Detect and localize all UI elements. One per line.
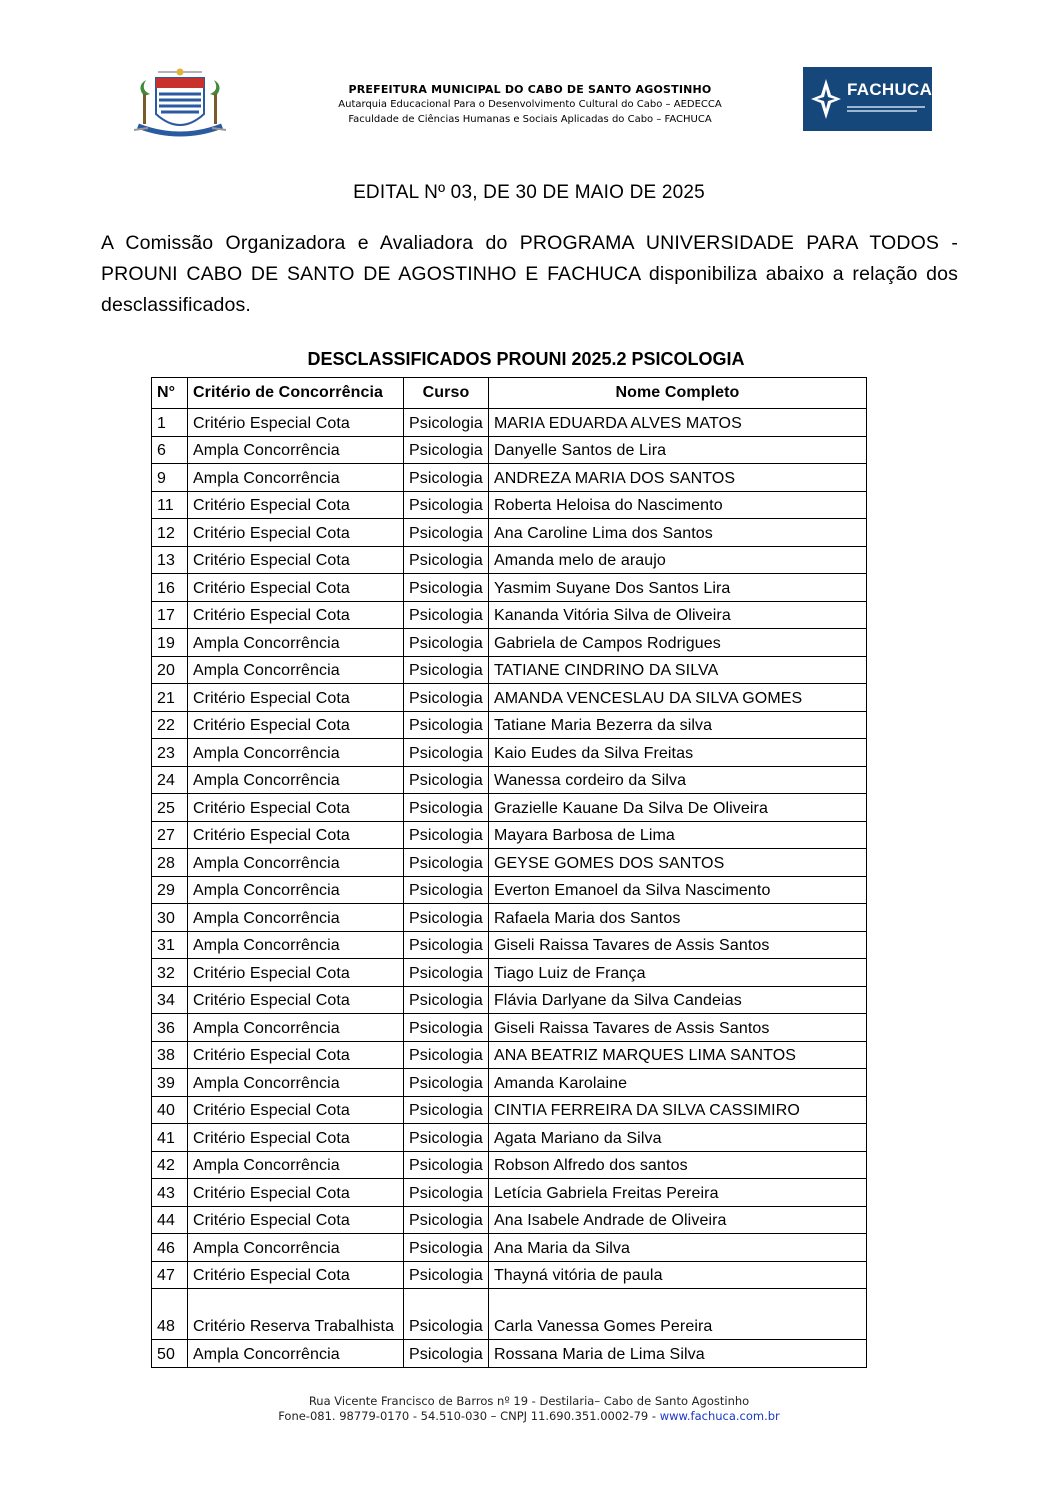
table-row <box>152 546 867 574</box>
row-course: Psicologia <box>404 601 489 629</box>
header-subtitle-fachuca: Faculdade de Ciências Humanas e Sociais Aplicadas do Cabo – FACHUCA <box>348 114 712 125</box>
row-course: Psicologia <box>404 1289 489 1340</box>
row-number: 27 <box>152 821 188 849</box>
row-criterion: Critério Especial Cota <box>188 684 404 712</box>
row-criterion: Ampla Concorrência <box>188 1151 404 1179</box>
row-course: Psicologia <box>404 711 489 739</box>
row-course: Psicologia <box>404 959 489 987</box>
row-criterion: Critério Especial Cota <box>188 491 404 519</box>
table-row <box>152 821 867 849</box>
row-number: 11 <box>152 491 188 519</box>
row-number: 25 <box>152 794 188 822</box>
fachuca-logo-name: FACHUCA <box>847 80 933 99</box>
table-row <box>152 876 867 904</box>
row-number: 38 <box>152 1041 188 1069</box>
row-criterion: Ampla Concorrência <box>188 436 404 464</box>
row-criterion: Critério Especial Cota <box>188 986 404 1014</box>
row-criterion: Critério Especial Cota <box>188 546 404 574</box>
row-full-name: Yasmim Suyane Dos Santos Lira <box>488 574 866 602</box>
row-full-name: Amanda Karolaine <box>488 1069 866 1097</box>
table-row <box>152 1234 867 1262</box>
row-criterion: Ampla Concorrência <box>188 931 404 959</box>
row-number: 48 <box>152 1289 188 1340</box>
row-criterion: Critério Especial Cota <box>188 601 404 629</box>
row-number: 23 <box>152 739 188 767</box>
row-full-name: Mayara Barbosa de Lima <box>488 821 866 849</box>
table-row <box>152 931 867 959</box>
row-criterion: Ampla Concorrência <box>188 849 404 877</box>
website-link[interactable]: www.fachuca.com.br <box>659 1409 780 1423</box>
row-course: Psicologia <box>404 546 489 574</box>
row-full-name: Kaio Eudes da Silva Freitas <box>488 739 866 767</box>
disqualified-table <box>151 377 867 1368</box>
row-criterion: Critério Especial Cota <box>188 794 404 822</box>
row-number: 1 <box>152 409 188 437</box>
fachuca-logo-tagline <box>847 104 927 114</box>
table-row <box>152 1069 867 1097</box>
row-number: 34 <box>152 986 188 1014</box>
row-course: Psicologia <box>404 1151 489 1179</box>
row-number: 16 <box>152 574 188 602</box>
row-course: Psicologia <box>404 409 489 437</box>
page-footer <box>0 1394 1058 1424</box>
row-full-name: Roberta Heloisa do Nascimento <box>488 491 866 519</box>
row-full-name: GEYSE GOMES DOS SANTOS <box>488 849 866 877</box>
row-number: 19 <box>152 629 188 657</box>
row-criterion: Ampla Concorrência <box>188 629 404 657</box>
row-number: 47 <box>152 1261 188 1289</box>
row-number: 32 <box>152 959 188 987</box>
row-course: Psicologia <box>404 1096 489 1124</box>
header-subtitle-aedecca: Autarquia Educacional Para o Desenvolvimento Cultural do Cabo – AEDECCA <box>338 99 722 110</box>
row-course: Psicologia <box>404 1206 489 1234</box>
row-full-name: Danyelle Santos de Lira <box>488 436 866 464</box>
row-full-name: Tiago Luiz de França <box>488 959 866 987</box>
table-row <box>152 601 867 629</box>
row-full-name: Giseli Raissa Tavares de Assis Santos <box>488 931 866 959</box>
row-criterion: Critério Especial Cota <box>188 711 404 739</box>
row-course: Psicologia <box>404 876 489 904</box>
row-full-name: CINTIA FERREIRA DA SILVA CASSIMIRO <box>488 1096 866 1124</box>
table-row <box>152 1289 867 1340</box>
table-row <box>152 684 867 712</box>
row-course: Psicologia <box>404 1340 489 1368</box>
row-full-name: Tatiane Maria Bezerra da silva <box>488 711 866 739</box>
row-criterion: Critério Especial Cota <box>188 1124 404 1152</box>
row-number: 36 <box>152 1014 188 1042</box>
row-criterion: Ampla Concorrência <box>188 1069 404 1097</box>
municipal-crest-logo <box>128 66 232 140</box>
row-course: Psicologia <box>404 436 489 464</box>
row-number: 20 <box>152 656 188 684</box>
row-number: 6 <box>152 436 188 464</box>
row-criterion: Ampla Concorrência <box>188 1340 404 1368</box>
table-row <box>152 491 867 519</box>
table-row <box>152 849 867 877</box>
table-row <box>152 1261 867 1289</box>
star-emblem-icon <box>809 77 843 121</box>
table-row <box>152 1340 867 1368</box>
row-criterion: Ampla Concorrência <box>188 1234 404 1262</box>
row-criterion: Critério Especial Cota <box>188 574 404 602</box>
table-row <box>152 409 867 437</box>
row-course: Psicologia <box>404 766 489 794</box>
row-full-name: Rossana Maria de Lima Silva <box>488 1340 866 1368</box>
footer-contact <box>0 1409 1058 1424</box>
table-title: DESCLASSIFICADOS PROUNI 2025.2 PSICOLOGIA <box>307 349 745 369</box>
row-full-name: Ana Maria da Silva <box>488 1234 866 1262</box>
row-full-name: Gabriela de Campos Rodrigues <box>488 629 866 657</box>
row-criterion: Critério Especial Cota <box>188 519 404 547</box>
row-criterion: Ampla Concorrência <box>188 876 404 904</box>
row-criterion: Critério Especial Cota <box>188 959 404 987</box>
table-row <box>152 904 867 932</box>
row-full-name: Rafaela Maria dos Santos <box>488 904 866 932</box>
row-course: Psicologia <box>404 821 489 849</box>
row-full-name: Letícia Gabriela Freitas Pereira <box>488 1179 866 1207</box>
footer-address: Rua Vicente Francisco de Barros nº 19 - Destilaria– Cabo de Santo Agostinho <box>308 1394 750 1408</box>
row-number: 41 <box>152 1124 188 1152</box>
intro-paragraph: A Comissão Organizadora e Avaliadora do PROGRAMA UNIVERSIDADE PARA TODOS - PROUNI CABO DE SANTO DE AGOSTINHO E FACHUCA disponibiliza abaixo a relação dos desclassificados. <box>101 232 958 316</box>
row-criterion: Critério Especial Cota <box>188 409 404 437</box>
row-course: Psicologia <box>404 656 489 684</box>
row-course: Psicologia <box>404 519 489 547</box>
row-criterion: Ampla Concorrência <box>188 1014 404 1042</box>
row-full-name: Grazielle Kauane Da Silva De Oliveira <box>488 794 866 822</box>
row-course: Psicologia <box>404 849 489 877</box>
row-criterion: Ampla Concorrência <box>188 739 404 767</box>
row-full-name: Ana Isabele Andrade de Oliveira <box>488 1206 866 1234</box>
row-number: 9 <box>152 464 188 492</box>
row-number: 30 <box>152 904 188 932</box>
row-criterion: Critério Especial Cota <box>188 1261 404 1289</box>
row-criterion: Ampla Concorrência <box>188 656 404 684</box>
row-criterion: Ampla Concorrência <box>188 904 404 932</box>
column-header-full-name: Nome Completo <box>488 378 866 409</box>
row-course: Psicologia <box>404 739 489 767</box>
row-full-name: Wanessa cordeiro da Silva <box>488 766 866 794</box>
row-course: Psicologia <box>404 1234 489 1262</box>
row-full-name: Amanda melo de araujo <box>488 546 866 574</box>
row-course: Psicologia <box>404 684 489 712</box>
row-full-name: Agata Mariano da Silva <box>488 1124 866 1152</box>
row-full-name: Carla Vanessa Gomes Pereira <box>488 1289 866 1340</box>
table-row <box>152 1179 867 1207</box>
row-criterion: Critério Especial Cota <box>188 1206 404 1234</box>
row-criterion: Ampla Concorrência <box>188 766 404 794</box>
row-full-name: ANDREZA MARIA DOS SANTOS <box>488 464 866 492</box>
row-number: 28 <box>152 849 188 877</box>
row-number: 44 <box>152 1206 188 1234</box>
row-number: 50 <box>152 1340 188 1368</box>
row-criterion: Ampla Concorrência <box>188 464 404 492</box>
row-full-name: Ana Caroline Lima dos Santos <box>488 519 866 547</box>
row-number: 31 <box>152 931 188 959</box>
header-title: PREFEITURA MUNICIPAL DO CABO DE SANTO AGOSTINHO <box>348 83 712 96</box>
table-header-row <box>152 378 867 409</box>
row-course: Psicologia <box>404 1041 489 1069</box>
row-criterion: Critério Reserva Trabalhista <box>188 1289 404 1340</box>
row-full-name: Thayná vitória de paula <box>488 1261 866 1289</box>
table-row <box>152 464 867 492</box>
row-number: 13 <box>152 546 188 574</box>
row-course: Psicologia <box>404 1014 489 1042</box>
row-course: Psicologia <box>404 794 489 822</box>
table-row <box>152 629 867 657</box>
table-row <box>152 986 867 1014</box>
fachuca-logo <box>803 67 932 131</box>
row-criterion: Critério Especial Cota <box>188 821 404 849</box>
table-row <box>152 519 867 547</box>
row-full-name: MARIA EDUARDA ALVES MATOS <box>488 409 866 437</box>
row-full-name: TATIANE CINDRINO DA SILVA <box>488 656 866 684</box>
row-full-name: Giseli Raissa Tavares de Assis Santos <box>488 1014 866 1042</box>
table-row <box>152 711 867 739</box>
row-course: Psicologia <box>404 1124 489 1152</box>
row-course: Psicologia <box>404 1179 489 1207</box>
table-row <box>152 739 867 767</box>
institution-header <box>250 82 810 127</box>
table-row <box>152 436 867 464</box>
row-criterion: Critério Especial Cota <box>188 1041 404 1069</box>
row-course: Psicologia <box>404 629 489 657</box>
table-row <box>152 959 867 987</box>
row-full-name: Everton Emanoel da Silva Nascimento <box>488 876 866 904</box>
row-number: 12 <box>152 519 188 547</box>
edital-heading: EDITAL Nº 03, DE 30 DE MAIO DE 2025 <box>353 182 705 203</box>
table-row <box>152 1206 867 1234</box>
row-number: 21 <box>152 684 188 712</box>
row-criterion: Critério Especial Cota <box>188 1096 404 1124</box>
row-number: 39 <box>152 1069 188 1097</box>
row-number: 29 <box>152 876 188 904</box>
table-row <box>152 1041 867 1069</box>
row-course: Psicologia <box>404 904 489 932</box>
row-course: Psicologia <box>404 491 489 519</box>
column-header-number: N° <box>152 378 188 409</box>
footer-phone-cnpj: Fone-081. 98779-0170 - 54.510-030 – CNPJ 11.690.351.0002-79 - <box>278 1409 660 1423</box>
column-header-criterion: Critério de Concorrência <box>188 378 404 409</box>
table-row <box>152 766 867 794</box>
table-row <box>152 1151 867 1179</box>
row-course: Psicologia <box>404 986 489 1014</box>
row-course: Psicologia <box>404 1069 489 1097</box>
row-full-name: ANA BEATRIZ MARQUES LIMA SANTOS <box>488 1041 866 1069</box>
row-number: 24 <box>152 766 188 794</box>
row-number: 22 <box>152 711 188 739</box>
column-header-course: Curso <box>404 378 489 409</box>
table-row <box>152 656 867 684</box>
table-row <box>152 794 867 822</box>
row-full-name: Flávia Darlyane da Silva Candeias <box>488 986 866 1014</box>
row-course: Psicologia <box>404 464 489 492</box>
table-row <box>152 1096 867 1124</box>
row-number: 40 <box>152 1096 188 1124</box>
row-course: Psicologia <box>404 574 489 602</box>
row-number: 42 <box>152 1151 188 1179</box>
row-criterion: Critério Especial Cota <box>188 1179 404 1207</box>
row-number: 46 <box>152 1234 188 1262</box>
row-course: Psicologia <box>404 1261 489 1289</box>
row-number: 43 <box>152 1179 188 1207</box>
row-number: 17 <box>152 601 188 629</box>
table-row <box>152 1124 867 1152</box>
table-row <box>152 1014 867 1042</box>
row-full-name: AMANDA VENCESLAU DA SILVA GOMES <box>488 684 866 712</box>
row-course: Psicologia <box>404 931 489 959</box>
row-full-name: Kananda Vitória Silva de Oliveira <box>488 601 866 629</box>
table-row <box>152 574 867 602</box>
row-full-name: Robson Alfredo dos santos <box>488 1151 866 1179</box>
